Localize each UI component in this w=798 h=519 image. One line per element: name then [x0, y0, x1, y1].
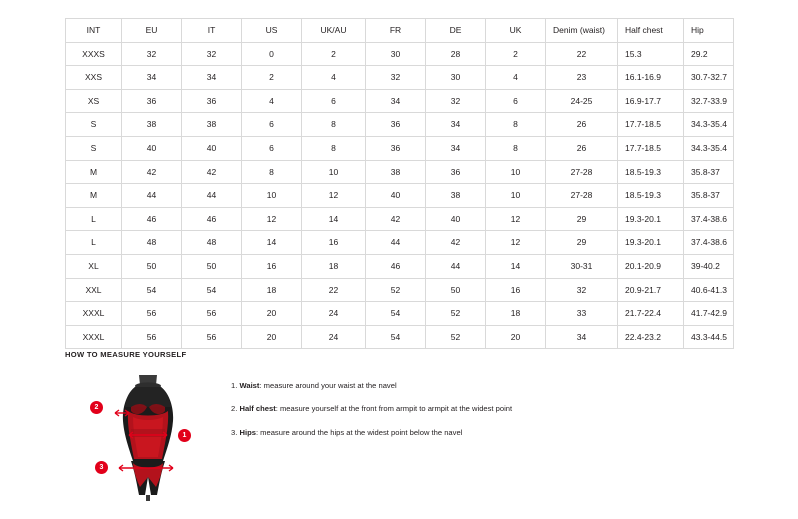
- cell-eu: 46: [122, 207, 182, 231]
- table-row: [66, 89, 734, 113]
- cell-ukau: 24: [302, 325, 366, 349]
- column-header-de: DE: [426, 19, 486, 43]
- cell-int: XXL: [66, 278, 122, 302]
- cell-eu: 56: [122, 302, 182, 326]
- cell-denim: 27-28: [546, 160, 618, 184]
- cell-half-chest: 18.5-19.3: [618, 160, 684, 184]
- cell-int: XL: [66, 254, 122, 278]
- column-header-us: US: [242, 19, 302, 43]
- cell-de: 32: [426, 89, 486, 113]
- cell-hip: 35.8-37: [684, 184, 734, 208]
- cell-denim: 29: [546, 207, 618, 231]
- column-header-it: IT: [182, 19, 242, 43]
- cell-uk: 12: [486, 207, 546, 231]
- column-header-hip: Hip: [684, 19, 734, 43]
- cell-de: 30: [426, 66, 486, 90]
- cell-fr: 38: [366, 160, 426, 184]
- cell-us: 20: [242, 325, 302, 349]
- how-to-measure-section: [65, 350, 765, 503]
- cell-de: 28: [426, 42, 486, 66]
- cell-us: 0: [242, 42, 302, 66]
- cell-eu: 56: [122, 325, 182, 349]
- cell-ukau: 10: [302, 160, 366, 184]
- cell-us: 4: [242, 89, 302, 113]
- cell-half-chest: 19.3-20.1: [618, 207, 684, 231]
- cell-it: 40: [182, 136, 242, 160]
- measure-instruction-waist: [231, 381, 512, 390]
- instruction-term-waist: Waist: [239, 381, 260, 390]
- cell-hip: 29.2: [684, 42, 734, 66]
- cell-half-chest: 22.4-23.2: [618, 325, 684, 349]
- how-to-measure-body: [65, 373, 765, 503]
- instruction-term-hips: Hips: [239, 427, 256, 437]
- instruction-text-half-chest: : measure yourself at the front from armpit to armpit at the widest point: [275, 404, 513, 414]
- cell-fr: 42: [366, 207, 426, 231]
- table-row: [66, 207, 734, 231]
- cell-eu: 36: [122, 89, 182, 113]
- cell-uk: 8: [486, 136, 546, 160]
- table-row: [66, 113, 734, 137]
- cell-half-chest: 16.1-16.9: [618, 66, 684, 90]
- cell-ukau: 4: [302, 66, 366, 90]
- cell-it: 50: [182, 254, 242, 278]
- cell-us: 18: [242, 278, 302, 302]
- cell-de: 40: [426, 207, 486, 231]
- cell-de: 34: [426, 113, 486, 137]
- cell-ukau: 16: [302, 231, 366, 255]
- cell-us: 10: [242, 184, 302, 208]
- cell-it: 48: [182, 231, 242, 255]
- measure-badge-2: 2: [90, 401, 103, 414]
- measure-instruction-half-chest: [231, 404, 512, 413]
- cell-denim: 32: [546, 278, 618, 302]
- instruction-text-hips: : measure around the hips at the widest point below the navel: [255, 427, 463, 437]
- cell-fr: 34: [366, 89, 426, 113]
- cell-it: 32: [182, 42, 242, 66]
- measure-badge-1: 1: [178, 429, 191, 442]
- table-row: [66, 302, 734, 326]
- cell-it: 34: [182, 66, 242, 90]
- cell-fr: 46: [366, 254, 426, 278]
- instruction-number-1: 1.: [231, 381, 238, 390]
- cell-it: 54: [182, 278, 242, 302]
- cell-int: XXXL: [66, 302, 122, 326]
- cell-int: M: [66, 184, 122, 208]
- mannequin-figure: [93, 373, 203, 503]
- cell-denim: 26: [546, 136, 618, 160]
- cell-us: 6: [242, 136, 302, 160]
- cell-fr: 54: [366, 325, 426, 349]
- cell-denim: 23: [546, 66, 618, 90]
- cell-half-chest: 18.5-19.3: [618, 184, 684, 208]
- cell-hip: 37.4-38.6: [684, 207, 734, 231]
- column-header-int: INT: [66, 19, 122, 43]
- cell-half-chest: 20.9-21.7: [618, 278, 684, 302]
- cell-us: 16: [242, 254, 302, 278]
- cell-de: 42: [426, 231, 486, 255]
- cell-int: L: [66, 207, 122, 231]
- cell-it: 36: [182, 89, 242, 113]
- measure-instruction-hips: [231, 428, 512, 437]
- cell-int: XXXL: [66, 325, 122, 349]
- column-header-uk: UK: [486, 19, 546, 43]
- table-row: [66, 254, 734, 278]
- table-row: [66, 325, 734, 349]
- cell-int: S: [66, 136, 122, 160]
- cell-hip: 37.4-38.6: [684, 231, 734, 255]
- cell-fr: 32: [366, 66, 426, 90]
- table-row: [66, 184, 734, 208]
- cell-hip: 35.8-37: [684, 160, 734, 184]
- cell-uk: 18: [486, 302, 546, 326]
- cell-denim: 26: [546, 113, 618, 137]
- cell-denim: 34: [546, 325, 618, 349]
- cell-it: 38: [182, 113, 242, 137]
- measure-badge-3: 3: [95, 461, 108, 474]
- cell-uk: 8: [486, 113, 546, 137]
- cell-denim: 22: [546, 42, 618, 66]
- cell-it: 44: [182, 184, 242, 208]
- cell-uk: 10: [486, 184, 546, 208]
- cell-ukau: 6: [302, 89, 366, 113]
- cell-ukau: 22: [302, 278, 366, 302]
- cell-us: 2: [242, 66, 302, 90]
- cell-ukau: 2: [302, 42, 366, 66]
- cell-de: 36: [426, 160, 486, 184]
- measure-instructions-list: [231, 373, 512, 451]
- size-chart-container: [65, 18, 733, 349]
- cell-fr: 44: [366, 231, 426, 255]
- table-row: [66, 42, 734, 66]
- cell-denim: 33: [546, 302, 618, 326]
- cell-uk: 14: [486, 254, 546, 278]
- cell-hip: 30.7-32.7: [684, 66, 734, 90]
- column-header-fr: FR: [366, 19, 426, 43]
- cell-int: XXXS: [66, 42, 122, 66]
- cell-ukau: 24: [302, 302, 366, 326]
- instruction-term-half-chest: Half chest: [239, 404, 276, 414]
- cell-us: 8: [242, 160, 302, 184]
- cell-ukau: 12: [302, 184, 366, 208]
- cell-denim: 27-28: [546, 184, 618, 208]
- cell-uk: 12: [486, 231, 546, 255]
- cell-eu: 38: [122, 113, 182, 137]
- cell-int: XXS: [66, 66, 122, 90]
- table-row: [66, 66, 734, 90]
- cell-de: 38: [426, 184, 486, 208]
- cell-eu: 34: [122, 66, 182, 90]
- cell-us: 12: [242, 207, 302, 231]
- cell-ukau: 18: [302, 254, 366, 278]
- cell-uk: 2: [486, 42, 546, 66]
- cell-eu: 44: [122, 184, 182, 208]
- cell-int: L: [66, 231, 122, 255]
- cell-it: 56: [182, 325, 242, 349]
- size-chart-table: [65, 18, 734, 349]
- table-row: [66, 136, 734, 160]
- instruction-text-waist: : measure around your waist at the navel: [259, 381, 397, 390]
- cell-us: 6: [242, 113, 302, 137]
- cell-fr: 40: [366, 184, 426, 208]
- cell-fr: 30: [366, 42, 426, 66]
- cell-half-chest: 19.3-20.1: [618, 231, 684, 255]
- cell-eu: 54: [122, 278, 182, 302]
- cell-hip: 43.3-44.5: [684, 325, 734, 349]
- column-header-eu: EU: [122, 19, 182, 43]
- table-row: [66, 231, 734, 255]
- cell-denim: 29: [546, 231, 618, 255]
- cell-uk: 6: [486, 89, 546, 113]
- cell-de: 50: [426, 278, 486, 302]
- column-header-half-chest: Half chest: [618, 19, 684, 43]
- cell-half-chest: 21.7-22.4: [618, 302, 684, 326]
- cell-us: 20: [242, 302, 302, 326]
- cell-eu: 40: [122, 136, 182, 160]
- instruction-number-3: 3.: [231, 427, 238, 437]
- table-row: [66, 160, 734, 184]
- cell-hip: 40.6-41.3: [684, 278, 734, 302]
- cell-de: 34: [426, 136, 486, 160]
- cell-int: S: [66, 113, 122, 137]
- table-row: [66, 278, 734, 302]
- cell-uk: 10: [486, 160, 546, 184]
- cell-de: 52: [426, 325, 486, 349]
- column-header-ukau: UK/AU: [302, 19, 366, 43]
- cell-half-chest: 17.7-18.5: [618, 113, 684, 137]
- cell-uk: 4: [486, 66, 546, 90]
- cell-us: 14: [242, 231, 302, 255]
- cell-eu: 48: [122, 231, 182, 255]
- cell-hip: 34.3-35.4: [684, 136, 734, 160]
- cell-uk: 16: [486, 278, 546, 302]
- cell-ukau: 14: [302, 207, 366, 231]
- cell-half-chest: 16.9-17.7: [618, 89, 684, 113]
- cell-fr: 54: [366, 302, 426, 326]
- cell-half-chest: 17.7-18.5: [618, 136, 684, 160]
- cell-denim: 30-31: [546, 254, 618, 278]
- cell-hip: 34.3-35.4: [684, 113, 734, 137]
- column-header-denim-waist: Denim (waist): [546, 19, 618, 43]
- cell-eu: 42: [122, 160, 182, 184]
- cell-hip: 41.7-42.9: [684, 302, 734, 326]
- cell-fr: 36: [366, 113, 426, 137]
- cell-eu: 50: [122, 254, 182, 278]
- cell-fr: 52: [366, 278, 426, 302]
- table-header-row: [66, 19, 734, 43]
- cell-eu: 32: [122, 42, 182, 66]
- cell-uk: 20: [486, 325, 546, 349]
- cell-half-chest: 20.1-20.9: [618, 254, 684, 278]
- cell-fr: 36: [366, 136, 426, 160]
- cell-ukau: 8: [302, 113, 366, 137]
- cell-hip: 32.7-33.9: [684, 89, 734, 113]
- cell-it: 56: [182, 302, 242, 326]
- cell-hip: 39-40.2: [684, 254, 734, 278]
- how-to-measure-title: HOW TO MEASURE YOURSELF: [65, 350, 187, 359]
- cell-int: M: [66, 160, 122, 184]
- cell-denim: 24-25: [546, 89, 618, 113]
- cell-it: 42: [182, 160, 242, 184]
- cell-de: 44: [426, 254, 486, 278]
- cell-ukau: 8: [302, 136, 366, 160]
- cell-de: 52: [426, 302, 486, 326]
- cell-half-chest: 15.3: [618, 42, 684, 66]
- cell-it: 46: [182, 207, 242, 231]
- cell-int: XS: [66, 89, 122, 113]
- instruction-number-2: 2.: [231, 404, 238, 414]
